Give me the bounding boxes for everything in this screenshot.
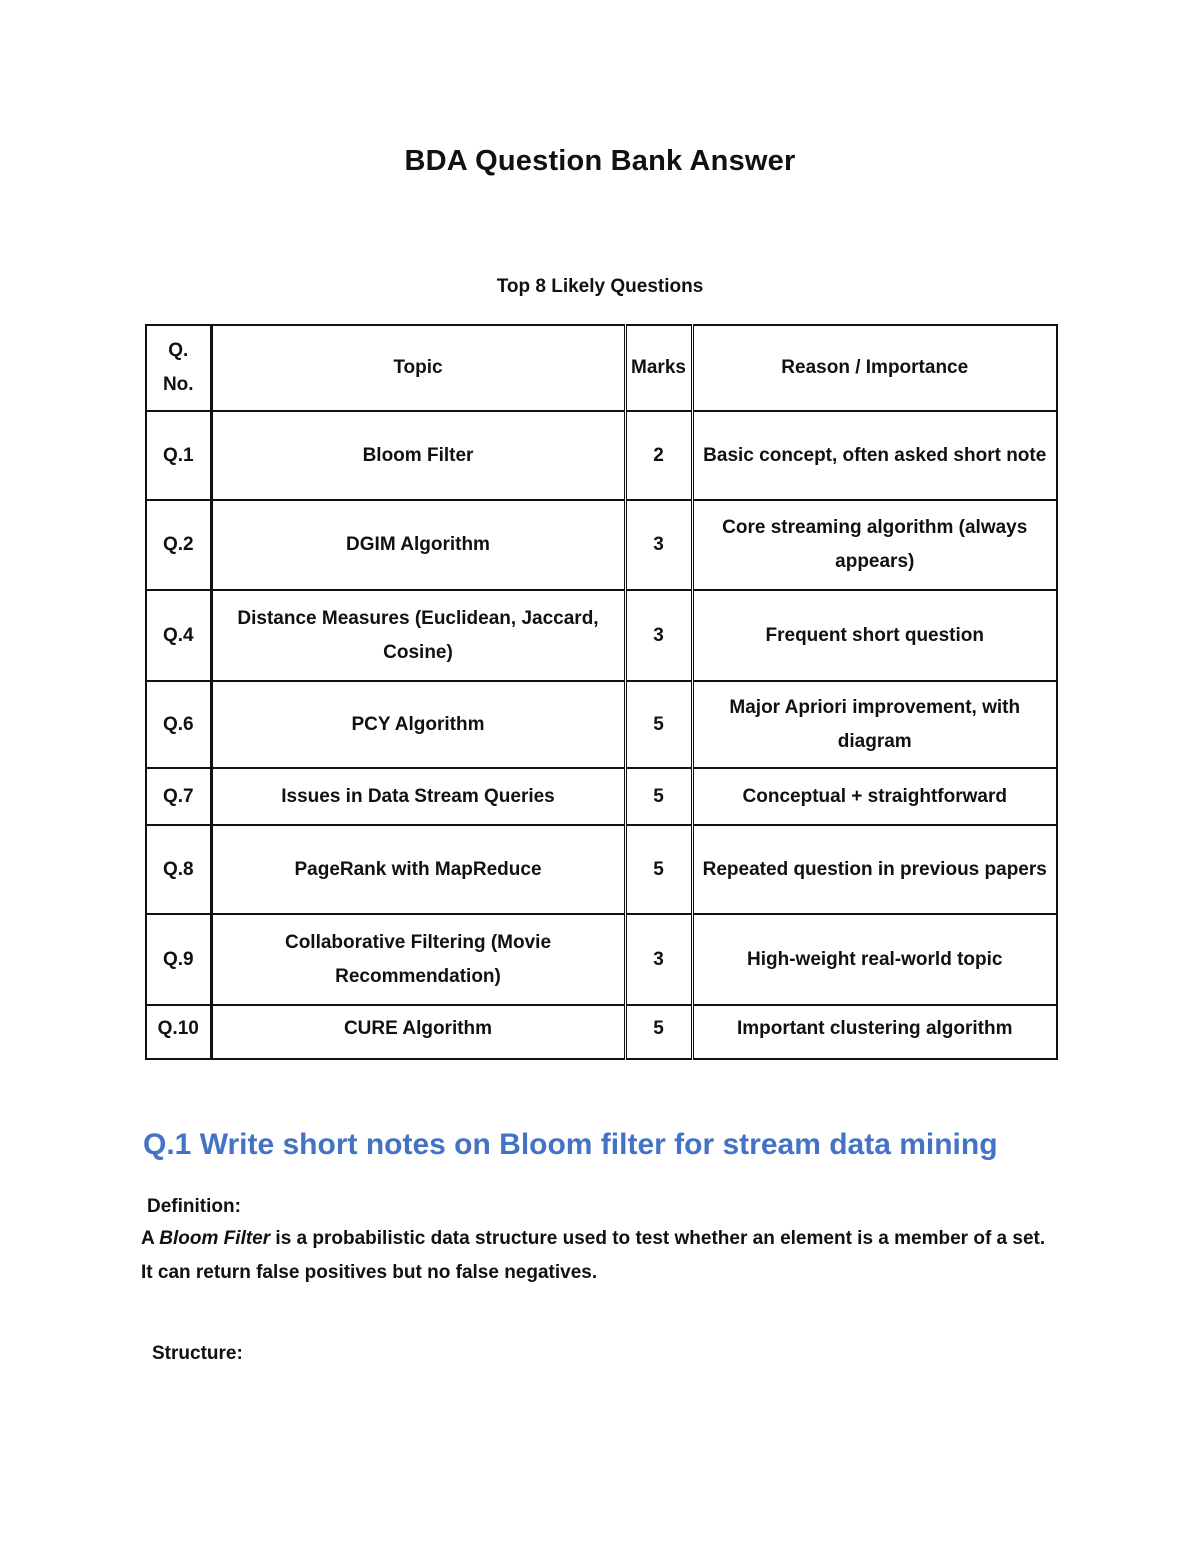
definition-line-2: It can return false positives but no false negatives. [141, 1262, 598, 1283]
marks-cell: 5 [625, 768, 692, 825]
topic-cell: CURE Algorithm [211, 1005, 625, 1059]
header-question-number: Q. No. [146, 325, 211, 411]
topic-cell: Issues in Data Stream Queries [211, 768, 625, 825]
definition-text [141, 1222, 1051, 1290]
reason-cell: High-weight real-world topic [692, 914, 1057, 1005]
reason-cell: Core streaming algorithm (always appears) [692, 500, 1057, 590]
definition-rest: is a probabilistic data structure used to test whether an element is a member of a set. [270, 1228, 1046, 1249]
header-reason: Reason / Importance [692, 325, 1057, 411]
document-title: BDA Question Bank Answer [404, 145, 796, 177]
question-number-cell: Q.9 [146, 914, 211, 1005]
marks-cell: 5 [625, 825, 692, 914]
structure-label: Structure: [152, 1343, 243, 1364]
marks-cell: 2 [625, 411, 692, 500]
topic-cell: PCY Algorithm [211, 681, 625, 768]
reason-cell: Conceptual + straightforward [692, 768, 1057, 825]
topic-cell: Distance Measures (Euclidean, Jaccard, Cosine) [211, 590, 625, 681]
table-row [146, 914, 1057, 1005]
table-row [146, 500, 1057, 590]
definition-term: Bloom Filter [159, 1228, 271, 1249]
topic-cell: Collaborative Filtering (Movie Recommendation) [211, 914, 625, 1005]
marks-cell: 5 [625, 681, 692, 768]
table-row [146, 590, 1057, 681]
table-row [146, 681, 1057, 768]
definition-prefix: A [141, 1228, 160, 1249]
reason-cell: Important clustering algorithm [692, 1005, 1057, 1059]
table-row [146, 1005, 1057, 1059]
question-number-cell: Q.10 [146, 1005, 211, 1059]
header-marks: Marks [625, 325, 692, 411]
topic-cell: DGIM Algorithm [211, 500, 625, 590]
table-row [146, 411, 1057, 500]
reason-cell: Basic concept, often asked short note [692, 411, 1057, 500]
table-row [146, 825, 1057, 914]
marks-cell: 3 [625, 500, 692, 590]
topic-cell: PageRank with MapReduce [211, 825, 625, 914]
likely-questions-table [145, 324, 1058, 1060]
table-caption: Top 8 Likely Questions [496, 276, 704, 297]
marks-cell: 5 [625, 1005, 692, 1059]
question-number-cell: Q.2 [146, 500, 211, 590]
question-number-cell: Q.1 [146, 411, 211, 500]
reason-cell: Major Apriori improvement, with diagram [692, 681, 1057, 768]
section-heading: Q.1 Write short notes on Bloom filter for stream data mining [143, 1128, 998, 1161]
question-number-cell: Q.7 [146, 768, 211, 825]
reason-cell: Repeated question in previous papers [692, 825, 1057, 914]
question-number-cell: Q.8 [146, 825, 211, 914]
table-row [146, 768, 1057, 825]
topic-cell: Bloom Filter [211, 411, 625, 500]
question-number-cell: Q.6 [146, 681, 211, 768]
definition-paragraph [141, 1222, 1051, 1256]
question-number-cell: Q.4 [146, 590, 211, 681]
definition-label: Definition: [147, 1196, 241, 1217]
marks-cell: 3 [625, 590, 692, 681]
marks-cell: 3 [625, 914, 692, 1005]
reason-cell: Frequent short question [692, 590, 1057, 681]
header-topic: Topic [211, 325, 625, 411]
table-header-row [146, 325, 1057, 411]
